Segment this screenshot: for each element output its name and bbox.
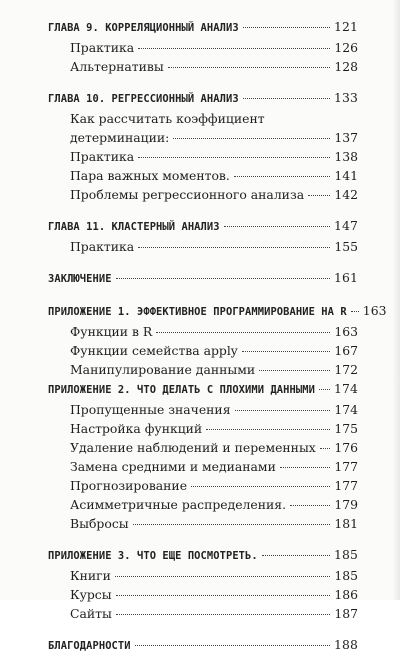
toc-entry-title: Замена средними и медианами [70, 459, 276, 474]
toc-entry-title: Функции семейства apply [70, 343, 238, 358]
toc-entry-title: ГЛАВА 9. КОРРЕЛЯЦИОННЫЙ АНАЛИЗ [48, 22, 239, 34]
toc-section [48, 514, 358, 533]
toc-entry-title: Проблемы регрессионного анализа [70, 187, 305, 202]
toc-section [48, 109, 358, 147]
toc-entry-page: 185 [334, 547, 358, 562]
toc-entry-page: 188 [334, 637, 358, 652]
toc-chapter-11 [48, 216, 358, 237]
toc-entry-page: 174 [334, 381, 358, 396]
toc-conclusion [48, 268, 358, 289]
toc-entry-page: 176 [334, 440, 358, 455]
dot-leader [308, 195, 330, 196]
toc-entry-page: 174 [334, 402, 358, 417]
dot-leader [116, 614, 331, 615]
toc-entry-title-line2: детерминации: [70, 130, 170, 145]
toc-entry-page: 179 [334, 497, 358, 512]
toc-section [48, 438, 358, 457]
toc-chapter-9 [48, 17, 358, 38]
dot-leader [234, 176, 331, 177]
dot-leader [320, 448, 331, 449]
dot-leader [235, 410, 331, 411]
toc-entry-title: Пропущенные значения [70, 402, 231, 417]
toc-entry-page: 128 [334, 59, 358, 74]
toc-section [48, 604, 358, 623]
toc-entry-page: 186 [334, 587, 358, 602]
dot-leader [259, 370, 330, 371]
toc-entry-page: 133 [334, 90, 358, 105]
toc-entry-title: Пара важных моментов. [70, 168, 230, 183]
toc-entry-title: Прогнозирование [70, 478, 188, 493]
dot-leader [116, 278, 330, 279]
toc-section [48, 38, 358, 57]
toc-section [48, 585, 358, 604]
toc-appendix-1 [48, 301, 387, 322]
page-edge-shadow [392, 0, 400, 600]
toc-entry-title: БЛАГОДАРНОСТИ [48, 640, 131, 652]
toc-entry-title-line1: Как рассчитать коэффициент [70, 111, 265, 126]
toc-entry-title: Практика [70, 40, 135, 55]
toc-entry-title: ГЛАВА 11. КЛАСТЕРНЫЙ АНАЛИЗ [48, 221, 220, 233]
dot-leader [168, 67, 331, 68]
dot-leader [206, 429, 330, 430]
toc-entry-title: Курсы [70, 587, 112, 602]
toc-entry-title: Асимметричные распределения. [70, 497, 287, 512]
toc-section [48, 341, 358, 360]
dot-leader [115, 576, 330, 577]
toc-entry-page: 142 [334, 187, 358, 202]
toc-entry-title: Практика [70, 149, 135, 164]
toc-entry-title: ПРИЛОЖЕНИЕ 1. ЭФФЕКТИВНОЕ ПРОГРАММИРОВАНИЕ НА R [48, 306, 347, 318]
dot-leader [138, 157, 330, 158]
toc-entry-title: Функции в R [70, 324, 153, 339]
table-of-contents [48, 17, 387, 656]
toc-section [48, 476, 358, 495]
dot-leader [243, 27, 330, 28]
dot-leader [290, 505, 330, 506]
toc-entry-page: 187 [334, 606, 358, 621]
toc-entry-page: 177 [334, 459, 358, 474]
dot-leader [173, 138, 330, 139]
toc-entry-title: Практика [70, 239, 135, 254]
toc-entry-title: ПРИЛОЖЕНИЕ 2. ЧТО ДЕЛАТЬ С ПЛОХИМИ ДАННЫМИ [48, 384, 315, 396]
toc-appendix-2 [48, 379, 358, 400]
toc-entry-title: Книги [70, 568, 111, 583]
toc-section [48, 495, 358, 514]
toc-entry-title: Выбросы [70, 516, 129, 531]
dot-leader [280, 467, 331, 468]
toc-entry-page: 167 [334, 343, 358, 358]
toc-entry-page: 121 [334, 19, 358, 34]
toc-acknowledgements [48, 635, 358, 656]
toc-entry-page: 138 [334, 149, 358, 164]
dot-leader [133, 524, 331, 525]
dot-leader [191, 486, 330, 487]
toc-section [48, 400, 358, 419]
toc-section [48, 457, 358, 476]
dot-leader [243, 98, 330, 99]
toc-section [48, 322, 358, 341]
toc-entry-page: 161 [334, 270, 358, 285]
toc-entry-page: 181 [334, 516, 358, 531]
toc-entry-page: 185 [334, 568, 358, 583]
toc-entry-title: ГЛАВА 10. РЕГРЕССИОННЫЙ АНАЛИЗ [48, 93, 239, 105]
toc-section [48, 166, 358, 185]
toc-section [48, 419, 358, 438]
dot-leader [116, 595, 331, 596]
dot-leader [156, 332, 330, 333]
toc-section [48, 185, 358, 204]
toc-entry-page: 137 [334, 130, 358, 145]
dot-leader [351, 311, 359, 312]
dot-leader [242, 351, 331, 352]
dot-leader [138, 247, 330, 248]
toc-entry-title: Манипулирование данными [70, 362, 256, 377]
toc-section [48, 360, 358, 379]
toc-entry-title: Удаление наблюдений и переменных [70, 440, 316, 455]
toc-section [48, 147, 358, 166]
toc-section [48, 566, 358, 585]
toc-chapter-10 [48, 88, 358, 109]
toc-entry-title: Сайты [70, 606, 112, 621]
dot-leader [262, 555, 330, 556]
toc-entry-page: 172 [334, 362, 358, 377]
toc-appendix-3 [48, 545, 358, 566]
dot-leader [135, 645, 330, 646]
toc-entry-page: 126 [334, 40, 358, 55]
toc-entry-title: ПРИЛОЖЕНИЕ 3. ЧТО ЕЩЕ ПОСМОТРЕТЬ. [48, 550, 258, 562]
dot-leader [224, 226, 330, 227]
toc-entry-page: 155 [334, 239, 358, 254]
dot-leader [138, 48, 330, 49]
toc-section [48, 57, 358, 76]
toc-entry-page: 147 [334, 218, 358, 233]
toc-section [48, 237, 358, 256]
toc-entry-page: 163 [334, 324, 358, 339]
toc-entry-page: 141 [334, 168, 358, 183]
toc-entry-page: 163 [362, 303, 387, 318]
toc-entry-page: 177 [334, 478, 358, 493]
toc-entry-title: Настройка функций [70, 421, 203, 436]
toc-entry-title: ЗАКЛЮЧЕНИЕ [48, 273, 112, 285]
toc-entry-title: Альтернативы [70, 59, 164, 74]
dot-leader [319, 389, 330, 390]
toc-entry-page: 175 [334, 421, 358, 436]
